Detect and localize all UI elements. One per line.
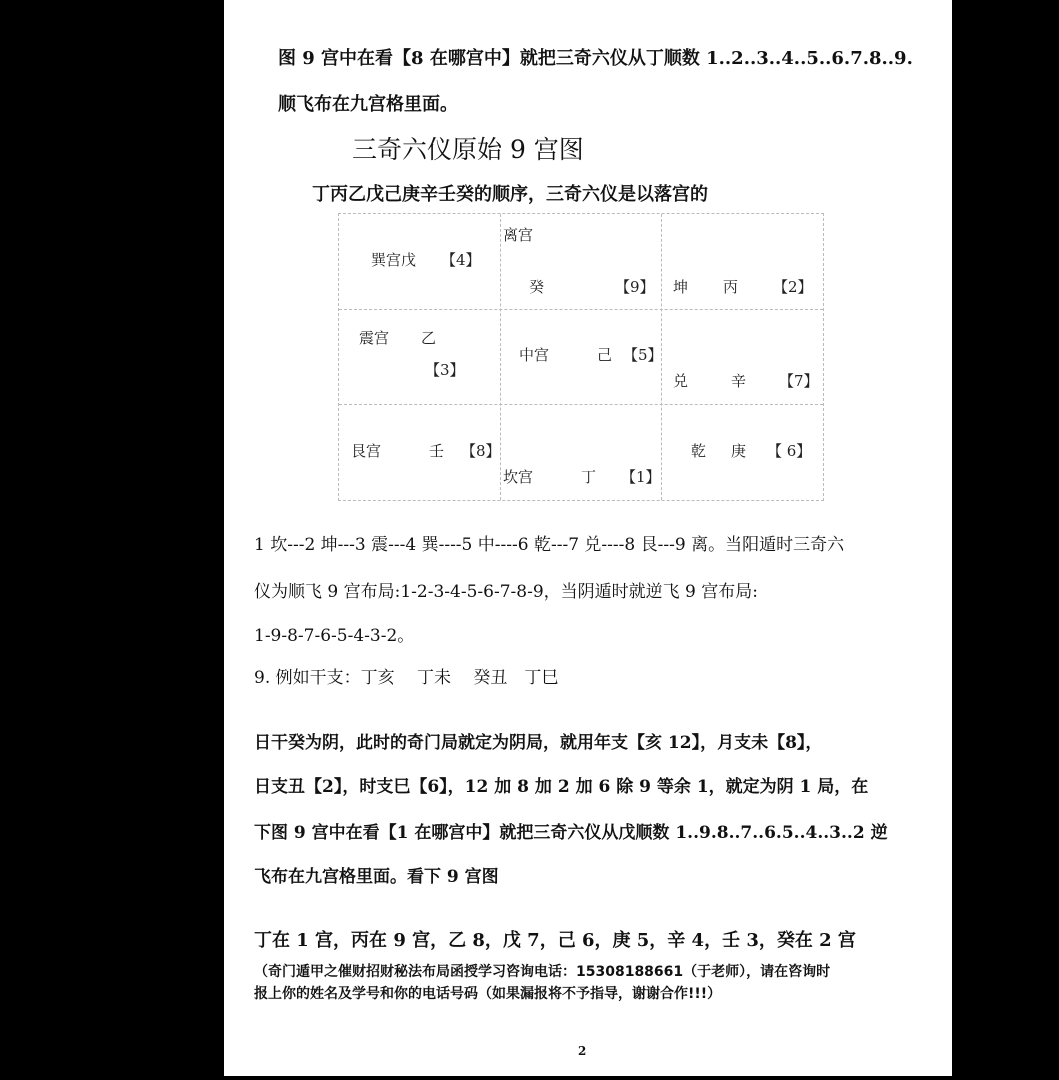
qian-palace-stem: 庚 (731, 442, 747, 460)
notice-line2: 报上你的姓名及学号和你的电话号码（如果漏报将不予指导，谢谢合作!!!） (254, 986, 722, 1002)
xun-palace-label: 巽宫戊 (371, 251, 417, 269)
dui-palace-stem: 辛 (731, 372, 747, 390)
kan-palace-label: 坎宫 (503, 468, 534, 486)
xun-palace-number: 【4】 (441, 251, 481, 269)
intro-line-1: 图 9 宫中在看【8 在哪宫中】就把三奇六仪从丁顺数 1..2..3..4..5..6.7.8..9. (278, 48, 913, 69)
paragraph2-line1: 日干癸为阴，此时的奇门局就定为阴局，就用年支【亥 12】，月支未【8】， (254, 733, 823, 753)
paragraph1-line2: 仪为顺飞 9 宫布局:1-2-3-4-5-6-7-8-9，当阴遁时就逆飞 9 宫布局: (254, 582, 758, 602)
document-page (224, 0, 952, 1076)
gen-palace-number: 【8】 (461, 442, 501, 460)
gen-palace-stem: 壬 (429, 442, 445, 460)
zhong-palace-number: 【5】 (623, 346, 663, 364)
paragraph2-line2: 日支丑【2】，时支巳【6】，12 加 8 加 2 加 6 除 9 等余 1，就定为阴 1 局，在 (254, 777, 869, 797)
qian-palace-number: 【 6】 (767, 442, 812, 460)
kan-palace-stem: 丁 (581, 468, 597, 486)
zhen-palace-stem: 乙 (421, 329, 437, 347)
paragraph2-line3: 下图 9 宫中在看【1 在哪宫中】就把三奇六仪从戊顺数 1..9.8..7..6.5..4..3..2 逆 (254, 823, 888, 843)
li-palace-number: 【9】 (615, 278, 655, 296)
zhen-palace-label: 震宫 (359, 329, 390, 347)
kun-palace-label: 坤 (673, 278, 689, 296)
dui-palace-number: 【7】 (779, 372, 819, 390)
li-palace-stem: 癸 (529, 278, 545, 296)
kan-palace-number: 【1】 (621, 468, 661, 486)
gen-palace-label: 艮宫 (351, 442, 382, 460)
zhen-palace-number: 【3】 (425, 361, 465, 379)
paragraph1-line3: 1-9-8-7-6-5-4-3-2。 (254, 626, 415, 646)
page-number: 2 (578, 1044, 587, 1058)
paragraph2-line4: 飞布在九宫格里面。看下 9 宫图 (254, 867, 499, 887)
diagram-title: 三奇六仪原始 9 宫图 (352, 135, 584, 164)
paragraph1-line4: 9. 例如干支：丁亥 丁未 癸丑 丁巳 (254, 668, 559, 688)
diagram-subtitle: 丁丙乙戊己庚辛壬癸的顺序，三奇六仪是以落宫的 (312, 184, 708, 205)
paragraph1-line1: 1 坎---2 坤---3 震---4 巽----5 中----6 乾---7 兑----8 艮---9 离。当阳遁时三奇六 (254, 535, 845, 555)
intro-line-2: 顺飞布在九宫格里面。 (278, 94, 458, 115)
qian-palace-label: 乾 (691, 442, 707, 460)
notice-line1: （奇门遁甲之催财招财秘法布局函授学习咨询电话：15308188661（于老师），请在咨询时 (254, 964, 831, 980)
zhong-palace-label: 中宫 (519, 346, 550, 364)
kun-palace-number: 【2】 (773, 278, 813, 296)
li-palace-label: 离宫 (503, 226, 534, 244)
kun-palace-stem: 丙 (723, 278, 739, 296)
dui-palace-label: 兑 (673, 372, 689, 390)
zhong-palace-stem: 己 (597, 346, 613, 364)
result-line: 丁在 1 宫，丙在 9 宫，乙 8，戊 7，己 6，庚 5，辛 4，壬 3，癸在 2 宫 (254, 930, 856, 951)
nine-palace-grid (338, 213, 824, 501)
